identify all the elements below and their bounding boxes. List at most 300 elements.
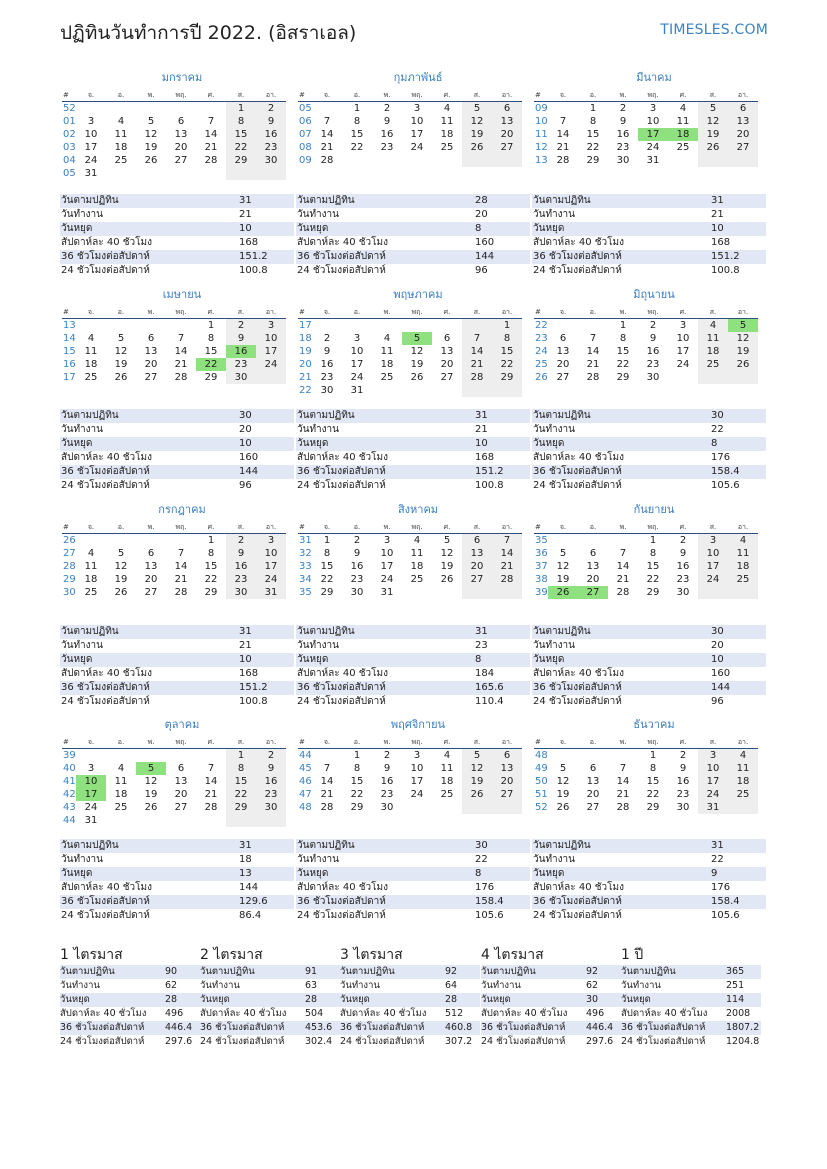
empty-cell (462, 586, 492, 599)
day-cell: 4 (117, 116, 125, 127)
day-cell: 16 (616, 129, 630, 140)
stat-value: 31 (239, 840, 252, 851)
quarter-row (621, 1035, 761, 1049)
day-cell: 3 (698, 534, 728, 547)
month-grid (298, 521, 526, 599)
week-number: 25 (535, 359, 548, 370)
weekday-header: พ. (608, 306, 638, 319)
quarter-value: 28 (165, 994, 178, 1005)
weekday-header: ศ. (196, 736, 226, 749)
stat-row (296, 867, 530, 881)
day-cell: 16 (646, 346, 660, 357)
day-cell: 1 (589, 103, 597, 114)
weekday-header: จ. (312, 521, 342, 534)
stat-row (532, 909, 766, 923)
day-cell: 21 (462, 358, 492, 371)
stat-value: 31 (475, 626, 488, 637)
day-cell: 13 (586, 561, 600, 572)
empty-cell (698, 154, 728, 167)
day-cell: 8 (353, 763, 361, 774)
stat-value: 30 (239, 410, 252, 421)
month-name: สิงหาคม (397, 503, 439, 516)
day-cell: 29 (320, 587, 334, 598)
day-cell: 31 (646, 155, 660, 166)
quarter-value: 30 (586, 994, 599, 1005)
weekday-header: # (62, 736, 76, 749)
brand-link[interactable]: TIMESLES.COM (660, 22, 768, 38)
weekday-header: พฤ. (402, 521, 432, 534)
day-cell: 10 (676, 333, 690, 344)
day-cell: 12 (698, 115, 728, 128)
empty-cell (578, 534, 608, 547)
day-cell: 5 (117, 333, 125, 344)
stat-label: วันหยุด (533, 868, 565, 879)
day-cell: 1 (207, 320, 215, 331)
day-cell: 5 (559, 548, 567, 559)
stat-label: สัปดาห์ละ 40 ชั่วโมง (297, 668, 388, 679)
stat-label: สัปดาห์ละ 40 ชั่วโมง (297, 452, 388, 463)
day-cell: 23 (350, 574, 364, 585)
day-cell: 20 (492, 128, 522, 141)
stat-row (60, 881, 294, 895)
quarter-value: 496 (165, 1008, 184, 1019)
day-cell: 10 (698, 547, 728, 560)
empty-cell (402, 384, 432, 397)
empty-cell (462, 801, 492, 814)
day-cell: 17 (380, 561, 394, 572)
stat-label: 24 ชั่วโมงต่อสัปดาห์ (533, 910, 622, 921)
day-cell: 6 (492, 749, 522, 762)
quarter-value: 62 (586, 980, 599, 991)
stat-value: 105.6 (711, 480, 740, 491)
day-cell: 9 (383, 763, 391, 774)
day-cell: 29 (616, 372, 630, 383)
quarter-row (481, 1007, 621, 1021)
day-cell: 10 (410, 116, 424, 127)
week-number: 38 (535, 574, 548, 585)
quarter-row (60, 1021, 200, 1035)
stat-label: 24 ชั่วโมงต่อสัปดาห์ (61, 696, 150, 707)
empty-cell (166, 814, 196, 827)
stat-label: วันหยุด (533, 654, 565, 665)
day-cell: 26 (556, 802, 570, 813)
quarter-block (481, 946, 621, 1049)
empty-cell (668, 371, 698, 384)
day-cell: 26 (728, 358, 758, 371)
stat-label: วันทำงาน (533, 854, 575, 865)
day-cell: 3 (649, 103, 657, 114)
day-cell: 16 (226, 345, 256, 358)
stat-value: 158.4 (711, 466, 740, 477)
week-number: 26 (535, 372, 548, 383)
week-number: 44 (299, 750, 312, 761)
quarter-row (481, 979, 621, 993)
day-cell: 20 (144, 359, 158, 370)
quarter-label: 24 ชั่วโมงต่อสัปดาห์ (481, 1036, 566, 1047)
weekday-header: อ. (578, 521, 608, 534)
empty-cell (402, 319, 432, 332)
empty-cell (196, 102, 226, 115)
empty-cell (166, 167, 196, 180)
quarter-row (60, 1035, 200, 1049)
weekday-header: ศ. (432, 736, 462, 749)
day-cell: 19 (144, 142, 158, 153)
quarter-row (60, 1007, 200, 1021)
quarter-row (340, 1021, 480, 1035)
day-cell: 17 (638, 128, 668, 141)
day-cell: 23 (380, 789, 394, 800)
weekday-header: อ. (342, 736, 372, 749)
day-cell: 24 (84, 802, 98, 813)
stat-label: 24 ชั่วโมงต่อสัปดาห์ (61, 265, 150, 276)
stat-value: 100.8 (711, 265, 740, 276)
stat-label: วันตามปฏิทิน (533, 626, 591, 637)
day-cell: 24 (256, 358, 286, 371)
stat-label: วันหยุด (61, 868, 93, 879)
empty-cell (608, 534, 638, 547)
stat-label: สัปดาห์ละ 40 ชั่วโมง (61, 882, 152, 893)
stat-label: วันหยุด (297, 654, 329, 665)
stat-value: 8 (711, 438, 718, 449)
day-cell: 30 (226, 586, 256, 599)
weekday-header: จ. (76, 521, 106, 534)
day-cell: 3 (256, 534, 286, 547)
day-cell: 14 (174, 561, 188, 572)
stat-label: วันตามปฏิทิน (533, 410, 591, 421)
empty-cell (106, 814, 136, 827)
empty-cell (432, 154, 462, 167)
day-cell: 29 (586, 155, 600, 166)
day-cell: 27 (144, 372, 158, 383)
day-cell: 28 (320, 155, 334, 166)
quarter-value: 64 (445, 980, 458, 991)
day-cell: 14 (556, 129, 570, 140)
weekday-header: ศ. (432, 89, 462, 102)
day-cell: 1 (649, 535, 657, 546)
week-number: 50 (535, 776, 548, 787)
empty-cell (432, 319, 462, 332)
day-cell: 3 (413, 103, 421, 114)
stat-value: 110.4 (475, 696, 504, 707)
stat-value: 21 (239, 209, 252, 220)
week-number: 03 (63, 142, 76, 153)
stat-label: 36 ชั่วโมงต่อสัปดาห์ (297, 896, 386, 907)
day-cell: 15 (646, 561, 660, 572)
weekday-header: อา. (728, 736, 758, 749)
day-cell: 9 (323, 346, 331, 357)
stat-value: 31 (711, 840, 724, 851)
stat-row (60, 423, 294, 437)
day-cell: 22 (226, 141, 256, 154)
stat-row (60, 236, 294, 250)
day-cell: 19 (410, 359, 424, 370)
stat-value: 168 (475, 452, 495, 463)
weekday-header: อ. (578, 736, 608, 749)
week-number: 44 (63, 815, 76, 826)
week-number: 45 (299, 763, 312, 774)
week-number: 29 (63, 574, 76, 585)
weekday-header: อ. (342, 89, 372, 102)
day-cell: 14 (492, 547, 522, 560)
stat-row (532, 222, 766, 236)
weekday-header: # (534, 89, 548, 102)
month-stats (296, 625, 530, 709)
quarter-value: 504 (305, 1008, 324, 1019)
month-calendar (298, 502, 526, 599)
day-cell: 16 (256, 775, 286, 788)
day-cell: 14 (616, 776, 630, 787)
weekday-header: ส. (462, 521, 492, 534)
stat-value: 144 (239, 466, 259, 477)
day-cell: 15 (350, 776, 364, 787)
quarter-label: วันตามปฏิทิน (200, 966, 255, 977)
day-cell: 28 (320, 802, 334, 813)
day-cell: 8 (226, 762, 256, 775)
empty-cell (106, 749, 136, 762)
quarter-value: 1807.2 (726, 1022, 760, 1033)
day-cell: 23 (616, 142, 630, 153)
quarter-row (200, 1021, 340, 1035)
stat-row (296, 839, 530, 853)
quarter-label: 36 ชั่วโมงต่อสัปดาห์ (60, 1022, 145, 1033)
month-stats (60, 194, 294, 278)
day-cell: 11 (84, 561, 98, 572)
day-cell: 31 (698, 801, 728, 814)
stat-value: 28 (475, 195, 488, 206)
empty-cell (698, 586, 728, 599)
week-number: 33 (299, 561, 312, 572)
week-number: 09 (535, 103, 548, 114)
stat-row (296, 451, 530, 465)
day-cell: 13 (586, 776, 600, 787)
day-cell: 17 (698, 775, 728, 788)
weekday-header: อา. (492, 89, 522, 102)
day-cell: 13 (462, 547, 492, 560)
week-number: 02 (63, 129, 76, 140)
day-cell: 15 (350, 129, 364, 140)
stat-value: 22 (711, 424, 724, 435)
stat-row (532, 681, 766, 695)
day-cell: 9 (619, 116, 627, 127)
stat-value: 8 (475, 223, 482, 234)
day-cell: 10 (380, 548, 394, 559)
weekday-header: ศ. (668, 306, 698, 319)
stat-label: 24 ชั่วโมงต่อสัปดาห์ (61, 480, 150, 491)
stat-row (532, 639, 766, 653)
month-grid (298, 306, 526, 397)
day-cell: 18 (698, 345, 728, 358)
empty-cell (492, 586, 522, 599)
day-cell: 30 (380, 802, 394, 813)
day-cell: 6 (462, 534, 492, 547)
weekday-header: พ. (136, 306, 166, 319)
empty-cell (166, 102, 196, 115)
empty-cell (492, 154, 522, 167)
empty-cell (548, 319, 578, 332)
stat-label: สัปดาห์ละ 40 ชั่วโมง (533, 237, 624, 248)
stat-value: 96 (475, 265, 488, 276)
day-cell: 17 (84, 142, 98, 153)
empty-cell (548, 102, 578, 115)
day-cell: 23 (676, 789, 690, 800)
stat-value: 23 (475, 640, 488, 651)
quarter-title: 2 ไตรมาส (200, 947, 263, 963)
weekday-header: อ. (106, 306, 136, 319)
empty-cell (578, 319, 608, 332)
week-number: 51 (535, 789, 548, 800)
empty-cell (166, 749, 196, 762)
day-cell: 30 (226, 371, 256, 384)
stat-row (296, 625, 530, 639)
week-number: 42 (63, 789, 76, 800)
day-cell: 16 (676, 776, 690, 787)
day-cell: 2 (679, 535, 687, 546)
stat-row (60, 867, 294, 881)
day-cell: 3 (698, 749, 728, 762)
day-cell: 23 (256, 788, 286, 801)
day-cell: 4 (698, 319, 728, 332)
empty-cell (226, 814, 256, 827)
day-cell: 27 (728, 141, 758, 154)
stat-value: 10 (239, 223, 252, 234)
weekday-header: พ. (372, 736, 402, 749)
stat-label: 36 ชั่วโมงต่อสัปดาห์ (61, 682, 150, 693)
day-cell: 6 (443, 333, 451, 344)
day-cell: 21 (616, 574, 630, 585)
day-cell: 5 (462, 749, 492, 762)
empty-cell (136, 319, 166, 332)
stat-value: 105.6 (475, 910, 504, 921)
day-cell: 25 (440, 142, 454, 153)
day-cell: 17 (410, 129, 424, 140)
day-cell: 11 (380, 346, 394, 357)
empty-cell (226, 167, 256, 180)
day-cell: 22 (204, 574, 218, 585)
day-cell: 5 (443, 535, 451, 546)
stat-row (296, 853, 530, 867)
quarter-value: 63 (305, 980, 318, 991)
weekday-header: พฤ. (402, 306, 432, 319)
empty-cell (136, 167, 166, 180)
day-cell: 4 (117, 763, 125, 774)
stat-row (296, 465, 530, 479)
day-cell: 27 (586, 802, 600, 813)
day-cell: 14 (320, 129, 334, 140)
stat-row (532, 409, 766, 423)
stat-row (532, 695, 766, 709)
week-number: 34 (299, 574, 312, 585)
stat-value: 151.2 (239, 251, 268, 262)
stat-label: 24 ชั่วโมงต่อสัปดาห์ (297, 910, 386, 921)
quarter-title: 4 ไตรมาส (481, 947, 544, 963)
day-cell: 12 (440, 548, 454, 559)
day-cell: 13 (492, 115, 522, 128)
empty-cell (136, 534, 166, 547)
day-cell: 21 (174, 574, 188, 585)
stat-row (60, 895, 294, 909)
stat-value: 129.6 (239, 896, 268, 907)
stat-row (296, 409, 530, 423)
weekday-header: อ. (106, 89, 136, 102)
day-cell: 31 (380, 587, 394, 598)
day-cell: 15 (616, 346, 630, 357)
week-number: 31 (299, 535, 312, 546)
quarter-block (60, 946, 200, 1049)
empty-cell (432, 384, 462, 397)
quarter-label: สัปดาห์ละ 40 ชั่วโมง (481, 1008, 568, 1019)
day-cell: 25 (676, 142, 690, 153)
stat-row (296, 194, 530, 208)
day-cell: 22 (646, 574, 660, 585)
day-cell: 12 (410, 346, 424, 357)
day-cell: 6 (728, 102, 758, 115)
day-cell: 31 (256, 586, 286, 599)
month-name: เมษายน (162, 288, 202, 301)
day-cell: 7 (462, 332, 492, 345)
day-cell: 4 (87, 333, 95, 344)
stat-label: สัปดาห์ละ 40 ชั่วโมง (61, 668, 152, 679)
week-number: 13 (63, 320, 76, 331)
day-cell: 17 (676, 346, 690, 357)
weekday-header: พฤ. (638, 521, 668, 534)
stat-label: สัปดาห์ละ 40 ชั่วโมง (297, 882, 388, 893)
page-title: ปฏิทินวันทำการปี 2022. (อิสราเอล) (60, 22, 357, 44)
week-number: 04 (63, 155, 76, 166)
quarter-label: 36 ชั่วโมงต่อสัปดาห์ (340, 1022, 425, 1033)
stat-row (532, 653, 766, 667)
day-cell: 22 (586, 142, 600, 153)
stat-row (60, 194, 294, 208)
empty-cell (728, 586, 758, 599)
day-cell: 25 (84, 587, 98, 598)
week-number: 40 (63, 763, 76, 774)
day-cell: 19 (556, 574, 570, 585)
stat-label: วันตามปฏิทิน (61, 840, 119, 851)
day-cell: 21 (174, 359, 188, 370)
week-number: 09 (299, 155, 312, 166)
day-cell: 27 (174, 802, 188, 813)
weekday-header: ศ. (668, 736, 698, 749)
empty-cell (432, 801, 462, 814)
stat-label: วันตามปฏิทิน (297, 626, 355, 637)
quarter-label: วันตามปฏิทิน (60, 966, 115, 977)
stat-row (60, 222, 294, 236)
day-cell: 4 (413, 535, 421, 546)
day-cell: 3 (353, 333, 361, 344)
quarter-title: 1 ไตรมาส (60, 947, 123, 963)
month-grid (298, 736, 526, 814)
day-cell: 18 (84, 359, 98, 370)
day-cell: 21 (616, 789, 630, 800)
empty-cell (462, 384, 492, 397)
stat-row (296, 423, 530, 437)
day-cell: 31 (350, 385, 364, 396)
quarter-value: 446.4 (165, 1022, 193, 1033)
day-cell: 16 (676, 561, 690, 572)
month-grid (534, 736, 762, 814)
week-number: 52 (535, 802, 548, 813)
weekday-header: พฤ. (402, 89, 432, 102)
stat-label: 24 ชั่วโมงต่อสัปดาห์ (533, 265, 622, 276)
stat-label: 36 ชั่วโมงต่อสัปดาห์ (297, 466, 386, 477)
weekday-header: พฤ. (402, 736, 432, 749)
empty-cell (578, 749, 608, 762)
day-cell: 18 (440, 776, 454, 787)
day-cell: 10 (646, 116, 660, 127)
quarter-label: วันหยุด (200, 994, 230, 1005)
day-cell: 14 (462, 345, 492, 358)
quarter-label: 36 ชั่วโมงต่อสัปดาห์ (200, 1022, 285, 1033)
